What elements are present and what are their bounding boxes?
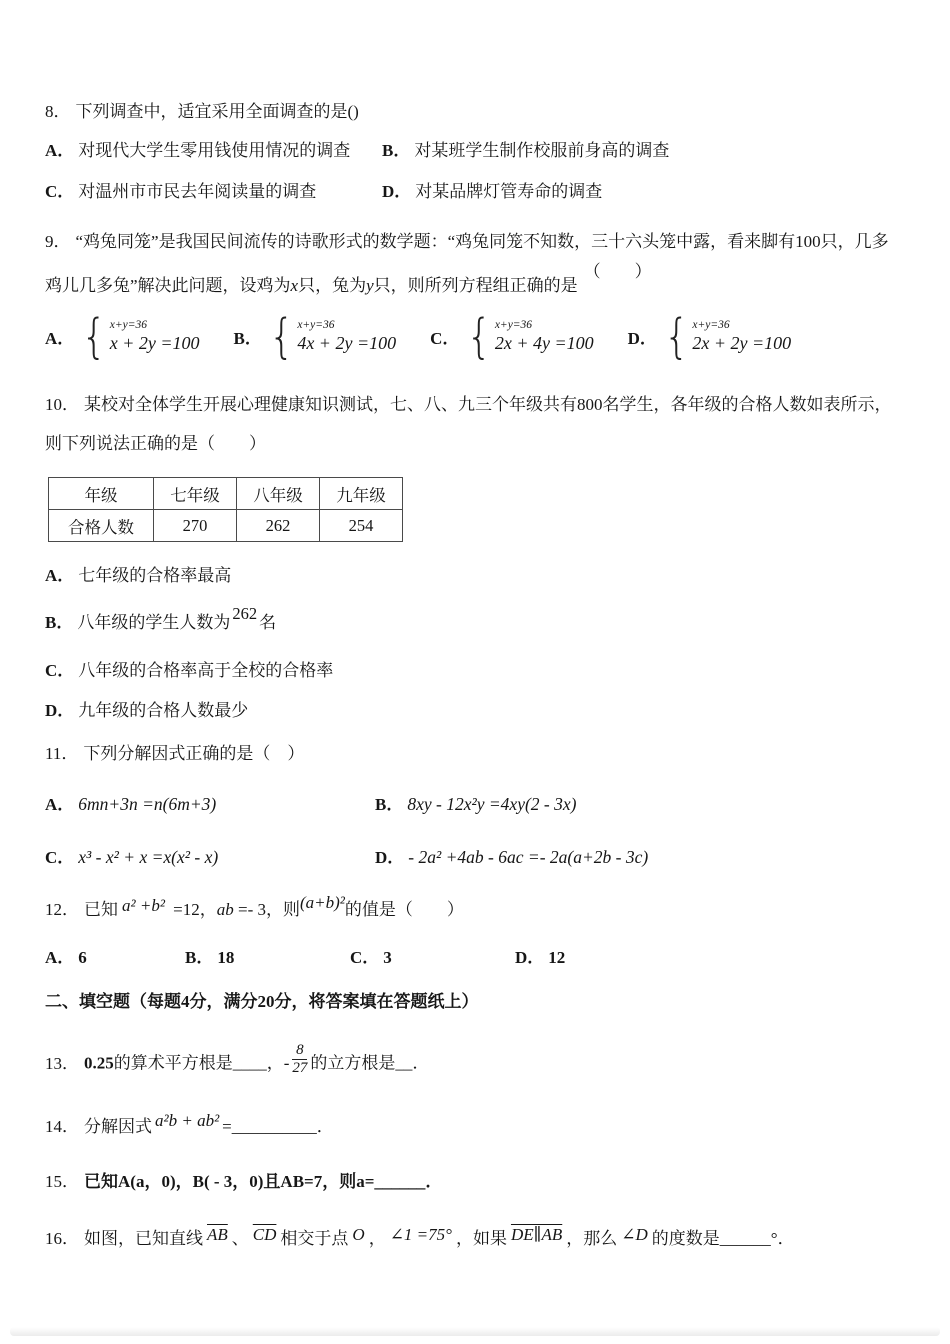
stem-text: =- 3，则 (233, 899, 301, 919)
stem-text: 已知 (84, 899, 118, 919)
question-number: 11． (45, 744, 79, 764)
option-text: 名 (259, 613, 277, 633)
equation-system (110, 319, 200, 354)
stem-text: 的算术平方根是____，- (113, 1053, 290, 1073)
table-cell: 八年级 (237, 478, 320, 510)
equation-system (692, 319, 791, 354)
question-number: 15． (45, 1171, 79, 1191)
stem-text: =12， (168, 899, 217, 919)
option-text: 对某班学生制作校服前身高的调查 (414, 141, 670, 161)
table-cell: 262 (237, 510, 320, 542)
question-number: 8． (45, 102, 71, 121)
option-12-a (45, 943, 185, 968)
expression-ab: ab (216, 899, 234, 919)
option-math: - 2a² +4ab - 6ac =- 2a(a+2b - 3c) (408, 846, 649, 867)
point-O: O (352, 1224, 365, 1244)
option-12-c (350, 943, 515, 968)
equation-top: x+y=36 (297, 319, 335, 332)
option-10-a (45, 563, 898, 589)
question-number: 12． (45, 899, 79, 919)
equation-system (297, 319, 396, 354)
option-label: A． (45, 329, 75, 349)
option-11-d (375, 843, 898, 868)
question-12-stem (45, 892, 898, 923)
option-text: 八年级的学生人数为 (77, 613, 231, 633)
question-number: 13． (45, 1053, 79, 1073)
question-11-stem (45, 740, 898, 767)
table-cell: 年级 (49, 478, 154, 510)
option-text: 12 (548, 947, 566, 967)
stem-text: 、 (231, 1228, 249, 1248)
expression-a2b2: a² +b² (122, 895, 165, 915)
question-14 (45, 1110, 898, 1140)
option-text: 九年级的合格人数最少 (78, 701, 249, 721)
option-label: C． (430, 329, 460, 349)
option-11-a (45, 790, 375, 815)
option-text: 七年级的合格率最高 (78, 566, 232, 586)
option-label: C． (350, 947, 380, 967)
option-math: 8xy - 12x²y =4xy(2 - 3x) (407, 793, 577, 814)
option-label: A． (45, 794, 75, 814)
stem-text: 的度数是______°． (651, 1228, 795, 1248)
option-label: B． (185, 947, 214, 967)
stem-text: ，那么 (566, 1228, 618, 1248)
stem-text: 已知A(a，0)，B( - 3，0)且AB=7，则a=______． (84, 1171, 443, 1191)
table-cell: 254 (320, 510, 403, 542)
line-AB: $\overline{AB}$ (207, 1224, 228, 1244)
option-8-d (382, 179, 898, 205)
equation-system (495, 319, 594, 354)
option-10-b (45, 604, 898, 636)
left-brace-glyph: { (268, 309, 295, 365)
option-math: 6mn+3n =n(6m+3) (78, 793, 217, 814)
question-15 (45, 1168, 898, 1195)
option-11-c (45, 843, 375, 868)
option-10-c (45, 658, 898, 684)
stem-text: ， (368, 1228, 386, 1248)
fraction-numerator: 8 (292, 1042, 307, 1060)
number-025: 0.25 (84, 1053, 114, 1073)
angle-D: ∠D (621, 1224, 648, 1244)
option-9-a (45, 309, 200, 365)
stem-text: 如图，已知直线 (84, 1228, 203, 1248)
option-label: D． (45, 701, 75, 721)
option-text: 对某品牌灯管寿命的调查 (415, 181, 603, 201)
fraction-denominator: 27 (292, 1060, 308, 1077)
stem-text: “鸡兔同笼”是我国民间流传的诗歌形式的数学题：“鸡兔同笼不知数，三十六头笼中露，看来脚有100只，几多鸡儿几多兔”解决此问题，设鸡为 (45, 232, 889, 295)
question-number: 14． (45, 1116, 79, 1136)
option-label: D． (627, 329, 657, 349)
expression-a-plus-b-squared: (a+b)² (300, 892, 345, 912)
question-8 (45, 98, 898, 204)
stem-text: =__________． (222, 1116, 334, 1136)
page-bottom-shadow (10, 1327, 940, 1336)
question-9-stem (45, 220, 898, 307)
option-9-d (627, 309, 792, 365)
option-9-c (430, 309, 594, 365)
option-9-b (233, 309, 397, 365)
raised-number: 262 (232, 604, 258, 624)
question-8-options (45, 138, 898, 204)
equation-bottom: 4x + 2y =100 (297, 332, 397, 353)
option-12-d (515, 943, 898, 968)
stem-text: 相交于点 (280, 1228, 349, 1248)
stem-text: 只，则所列方程组正确的是 (373, 275, 578, 295)
question-number: 10． (45, 394, 79, 414)
table-data-row (49, 510, 403, 542)
table-cell: 七年级 (154, 478, 237, 510)
line-DE-parallel-AB: DE∥AB (510, 1224, 563, 1244)
stem-text: 的值是（ ） (344, 899, 464, 919)
option-label: A． (45, 566, 75, 586)
option-text: 对现代大学生零用钱使用情况的调查 (78, 141, 351, 161)
option-label: B． (233, 329, 262, 349)
option-8-c (45, 179, 382, 205)
stem-text: 只，兔为 (298, 275, 367, 295)
table-cell: 合格人数 (49, 510, 154, 542)
equation-bottom: 2x + 4y =100 (494, 332, 594, 353)
equation-top: x+y=36 (494, 319, 533, 332)
option-label: D． (375, 847, 405, 867)
equation-top: x+y=36 (109, 319, 147, 332)
question-number: 9． (45, 232, 71, 252)
option-text: 对温州市市民去年阅读量的调查 (78, 181, 317, 201)
question-16 (45, 1225, 898, 1254)
expression-a2b-ab2: a²b + ab² (155, 1110, 220, 1130)
option-8-a (45, 138, 382, 164)
option-10-d (45, 698, 898, 724)
fraction-8-27 (292, 1042, 307, 1078)
question-11 (45, 740, 898, 867)
option-text: 18 (217, 947, 235, 967)
option-label: C． (45, 181, 75, 201)
question-9-options (45, 309, 898, 365)
stem-text: 下列分解因式正确的是（ ） (83, 744, 305, 764)
option-label: B． (375, 794, 404, 814)
option-text: 八年级的合格率高于全校的合格率 (78, 660, 334, 680)
table-cell: 270 (154, 510, 237, 542)
question-8-stem (45, 98, 898, 125)
option-label: D． (382, 181, 412, 201)
stem-text: 某校对全体学生开展心理健康知识测试，七、八、九三个年级共有800名学生，各年级的合格人数如表所示，则下列说法正确的是（ ） (45, 394, 892, 453)
option-label: B． (382, 141, 411, 161)
option-label: D． (515, 947, 545, 967)
variable-y: y (366, 275, 374, 295)
table-header-row (49, 478, 403, 510)
option-11-b (375, 790, 898, 815)
question-11-options (45, 790, 898, 868)
option-label: B． (45, 613, 74, 633)
answer-paren: （ ） (583, 261, 652, 281)
stem-text: 的立方根是__． (310, 1053, 430, 1073)
stem-text: 分解因式 (84, 1116, 152, 1136)
variable-x: x (290, 275, 299, 295)
option-label: A． (45, 141, 75, 161)
option-8-b (382, 138, 898, 164)
question-9 (45, 220, 898, 365)
question-number: 16． (45, 1228, 79, 1248)
option-math: x³ - x² + x =x(x² - x) (78, 846, 219, 867)
equation-bottom: 2x + 2y =100 (692, 332, 792, 353)
option-text: 6 (78, 947, 87, 967)
stem-text: 下列调查中，适宜采用全面调查的是() (75, 102, 359, 121)
question-10-stem (45, 385, 898, 463)
option-label: C． (45, 847, 75, 867)
stem-text: ，如果 (455, 1228, 507, 1248)
pass-count-table (48, 477, 403, 542)
option-label: A． (45, 947, 75, 967)
equation-bottom: x + 2y =100 (109, 332, 200, 353)
left-brace-glyph: { (81, 309, 107, 365)
option-12-b (185, 943, 350, 968)
question-13 (45, 1042, 898, 1083)
question-12 (45, 892, 898, 968)
option-text: 3 (383, 947, 392, 967)
question-12-options (45, 943, 898, 968)
equation-top: x+y=36 (692, 319, 730, 332)
angle-1-75: ∠1 =75° (389, 1224, 452, 1244)
left-brace-glyph: { (663, 309, 690, 365)
table-cell: 九年级 (320, 478, 403, 510)
line-CD: $\overline{CD}$ (252, 1224, 277, 1244)
section-2-title: 二、填空题（每题4分，满分20分，将答案填在答题纸上） (45, 991, 479, 1011)
question-10 (45, 385, 898, 725)
left-brace-glyph: { (466, 309, 492, 365)
option-label: C． (45, 660, 75, 680)
